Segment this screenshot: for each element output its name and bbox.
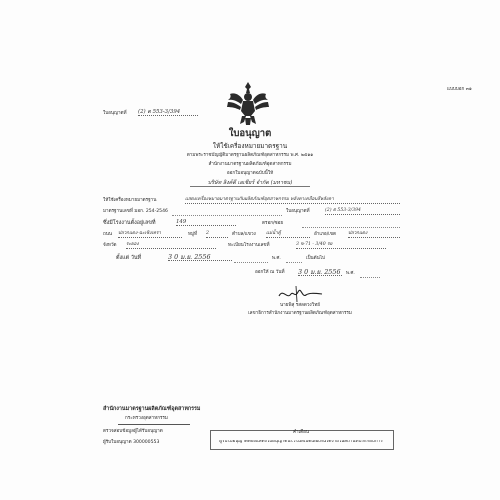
row3-value: 149 bbox=[176, 220, 236, 226]
row5-factory-reg-label: ทะเบียนโรงงานเลขที่ bbox=[228, 243, 270, 248]
row6-year-label: พ.ศ. bbox=[272, 256, 281, 261]
row4-moo: 2 bbox=[206, 232, 228, 238]
row6-from-date: 3 0 ม.ย. 2556 bbox=[168, 254, 232, 261]
row2-label: มาตรฐานเลขที่ มอก. 254-2546 bbox=[103, 209, 168, 214]
signatory-title: เลขาธิการสำนักงานมาตรฐานผลิตภัณฑ์อุตสาหกรรม bbox=[248, 311, 352, 316]
row3-label: ซึ่งมีโรงงานตั้งอยู่เลขที่ bbox=[103, 220, 156, 226]
row6-from-label: ตั้งแต่ วันที่ bbox=[116, 255, 142, 261]
warning-title: คำเตือน bbox=[292, 430, 310, 435]
reference-label: ตรวจสอบข้อมูลผู้ได้รับอนุญาต bbox=[103, 429, 163, 434]
row4-district-label: อำเภอ/เขต bbox=[314, 232, 336, 237]
document-title: ใบอนุญาต bbox=[228, 128, 272, 139]
row5-factory-reg: 3 ข-71 - 3/40 รย bbox=[296, 243, 386, 249]
license-number-label: ใบอนุญาตที่ bbox=[103, 111, 127, 116]
row3-mid: ตรอก/ซอย bbox=[262, 221, 284, 226]
row4-road: ปลวกแดง-ฉะเชิงเทรา bbox=[118, 232, 182, 238]
row4-subdistrict: แม่น้ำคู้ bbox=[266, 232, 310, 238]
row1-value: แสดงเครื่องหมายมาตรฐานกับผลิตภัณฑ์อุตสาหกรรม หลังคาเคลือบสีหลังคา bbox=[185, 198, 400, 204]
license-number-value: (2) ต 553-3/394 bbox=[138, 110, 198, 116]
issued-date-label: ออกให้ ณ วันที่ bbox=[255, 270, 285, 275]
row4-district: ปลวกแดง bbox=[348, 232, 400, 238]
issued-year-label: พ.ศ. bbox=[346, 271, 355, 276]
licensee-name: บริษัท ลิงค์ดี เอเชียร์ จำกัด (มหาชน) bbox=[190, 181, 310, 187]
issued-date: 3 0 ม.ย. 2556 bbox=[298, 268, 341, 276]
warning-text: ผู้รับใบอนุญาตต้องแสดงใบอนุญาตนี้ไว้ในที่เปิดเผยเห็นได้ง่ายในสถานที่ประกอบการ bbox=[219, 440, 383, 444]
row2-value: (2) ต 553-3/394 bbox=[325, 209, 400, 215]
footer-ministry: กระทรวงอุตสาหกรรม bbox=[125, 416, 168, 421]
issuing-office: สำนักงานมาตรฐานผลิตภัณฑ์อุตสาหกรรม bbox=[208, 162, 292, 167]
signature-scribble bbox=[276, 282, 326, 304]
reference-value: ผู้รับใบอนุญาต 300000553 bbox=[103, 440, 160, 445]
act-reference: ตามพระราชบัญญัติมาตรฐานผลิตภัณฑ์อุตสาหกรรม พ.ศ. ๒๕๑๑ bbox=[186, 153, 314, 158]
row4-road-label: ถนน bbox=[103, 232, 113, 237]
row4-subdistrict-label: ตำบล/แขวง bbox=[232, 232, 256, 237]
footer-org: สำนักงานมาตรฐานผลิตภัณฑ์อุตสาหกรรม bbox=[103, 406, 201, 412]
row4-moo-label: หมู่ที่ bbox=[188, 232, 198, 237]
form-code: แบบบอก ๓๑ bbox=[447, 87, 472, 92]
signatory-name: นายพิสุ รสลดวงวิทย์ bbox=[280, 303, 320, 308]
row2-mid: ใบอนุญาตที่ bbox=[286, 209, 310, 214]
row5-province: ระยอง bbox=[126, 243, 216, 249]
row5-province-label: จังหวัด bbox=[103, 243, 117, 248]
document-subtitle: ให้ใช้เครื่องหมายมาตรฐาน bbox=[212, 142, 288, 150]
garuda-emblem-icon bbox=[226, 80, 270, 126]
row6-onwards: เป็นต้นไป bbox=[306, 256, 325, 261]
issued-to-label: ออกใบอนุญาตฉบับนี้ให้ bbox=[226, 171, 274, 176]
row1-label: ให้ใช้เครื่องหมายมาตรฐาน bbox=[103, 198, 157, 203]
